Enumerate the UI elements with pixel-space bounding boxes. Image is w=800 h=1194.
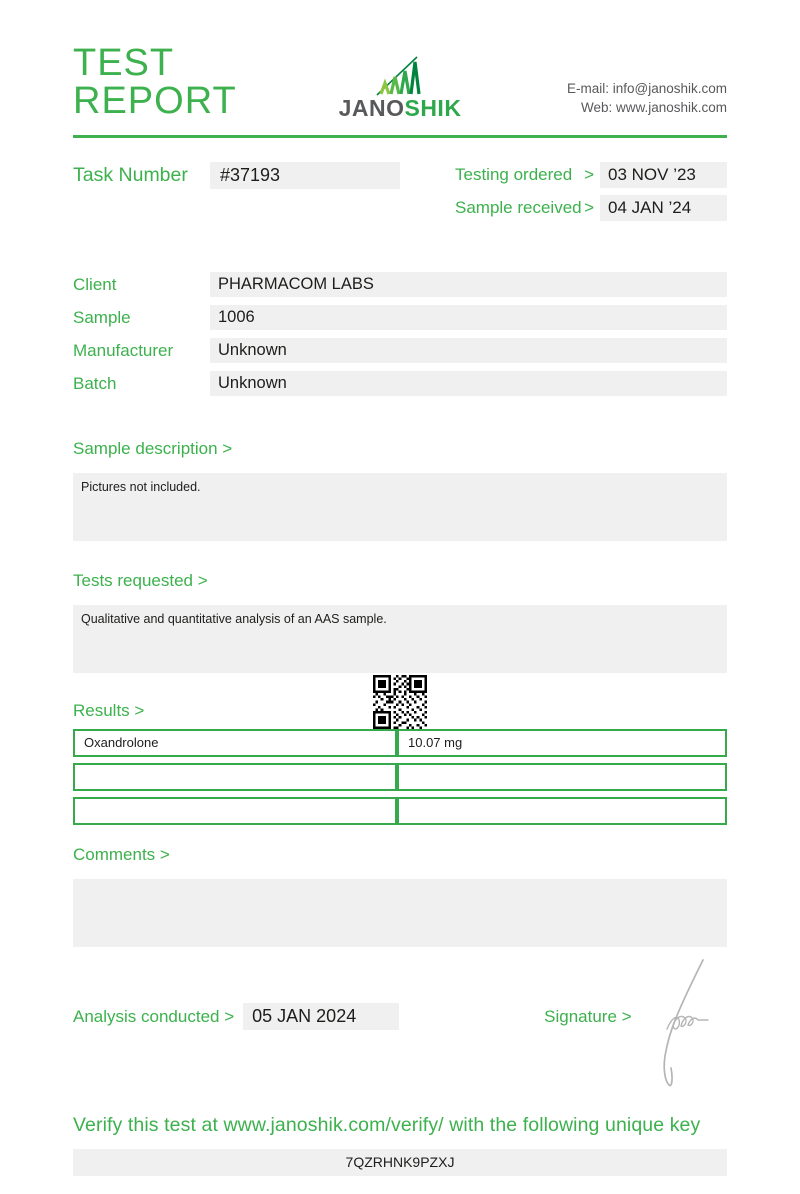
arrow-glyph: > — [584, 165, 594, 184]
analysis-conducted-label: Analysis conducted > — [73, 1006, 235, 1026]
results-heading: Results > — [73, 701, 145, 720]
task-number-label: Task Number — [73, 164, 188, 186]
results-section — [73, 673, 727, 825]
testing-ordered-row — [455, 162, 727, 188]
manufacturer-value: Unknown — [210, 338, 727, 363]
info-row-batch — [73, 371, 727, 396]
sample-label: Sample — [73, 307, 131, 327]
qr-code — [373, 675, 427, 729]
header-left — [73, 44, 339, 120]
testing-ordered-text: Testing ordered — [455, 165, 573, 184]
testing-ordered-label — [455, 165, 600, 185]
comments-heading: Comments > — [73, 845, 170, 864]
comments-section — [73, 845, 727, 947]
result-substance — [73, 763, 397, 791]
task-number-value: #37193 — [210, 162, 400, 189]
testing-ordered-value: 03 NOV ’23 — [600, 162, 727, 188]
comments-box — [73, 879, 727, 947]
table-row — [73, 763, 727, 791]
result-amount: 10.07 mg — [397, 729, 727, 757]
table-row — [73, 729, 727, 757]
client-value: PHARMACOM LABS — [210, 272, 727, 297]
result-amount — [397, 763, 727, 791]
chart-bars-icon — [371, 52, 429, 96]
tests-requested-box: Qualitative and quantitative analysis of an AAS sample. — [73, 605, 727, 673]
footer-row — [73, 1003, 727, 1030]
logo-text — [339, 97, 462, 120]
sample-received-label — [455, 198, 600, 218]
report-header — [73, 44, 727, 120]
contact-email: E-mail: info@janoshik.com — [567, 81, 728, 96]
signature-image — [645, 956, 725, 1096]
analysis-conducted-value: 05 JAN 2024 — [243, 1003, 399, 1030]
client-label: Client — [73, 274, 117, 294]
table-row — [73, 797, 727, 825]
header-right — [461, 79, 727, 120]
contact-info — [461, 79, 727, 117]
result-amount — [397, 797, 727, 825]
manufacturer-label: Manufacturer — [73, 340, 174, 360]
arrow-glyph: > — [584, 198, 594, 217]
logo-text-jano: JANO — [338, 95, 405, 121]
janoshik-logo — [339, 52, 462, 120]
info-row-client — [73, 272, 727, 297]
contact-web: Web: www.janoshik.com — [580, 100, 728, 115]
test-report-page — [0, 44, 800, 1194]
result-substance: Oxandrolone — [73, 729, 397, 757]
sample-description-box: Pictures not included. — [73, 473, 727, 541]
unique-key: 7QZRHNK9PZXJ — [73, 1149, 727, 1176]
sample-received-row — [455, 195, 727, 221]
info-row-sample — [73, 305, 727, 330]
sample-description-section — [73, 439, 727, 541]
sample-value: 1006 — [210, 305, 727, 330]
page-title: TEST REPORT — [73, 42, 237, 122]
tests-requested-heading: Tests requested > — [73, 571, 208, 590]
batch-label: Batch — [73, 373, 117, 393]
dates-block — [455, 162, 727, 228]
sample-received-text: Sample received — [455, 198, 582, 217]
sample-info-section — [73, 272, 727, 396]
info-row-manufacturer — [73, 338, 727, 363]
header-divider — [73, 135, 727, 138]
task-number-row — [73, 162, 400, 189]
results-table — [73, 729, 727, 825]
results-head — [73, 673, 727, 729]
signature-label: Signature > — [544, 1006, 632, 1026]
task-section — [73, 162, 727, 228]
tests-requested-section — [73, 571, 727, 673]
sample-received-value: 04 JAN ’24 — [600, 195, 727, 221]
logo-text-shik: SHIK — [404, 95, 462, 121]
sample-description-heading: Sample description > — [73, 439, 233, 458]
verify-text: Verify this test at www.janoshik.com/verify/ with the following unique key — [73, 1114, 701, 1136]
result-substance — [73, 797, 397, 825]
batch-value: Unknown — [210, 371, 727, 396]
